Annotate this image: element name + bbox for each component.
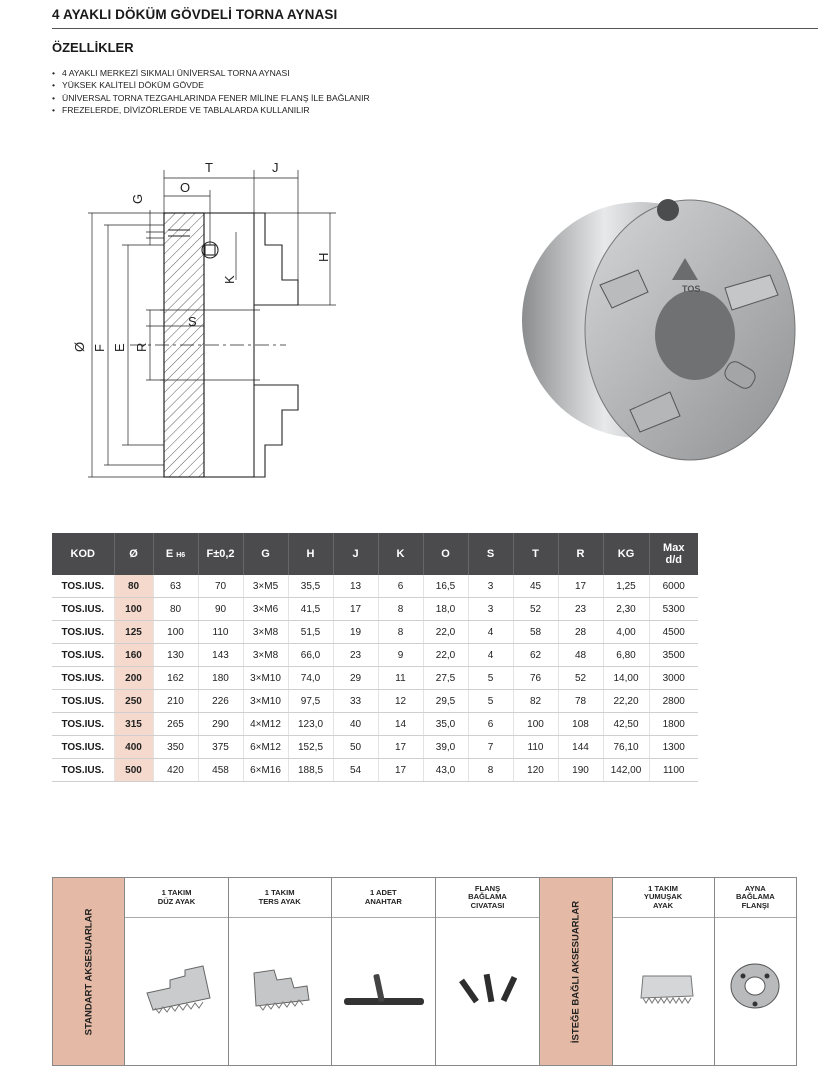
table-cell: 4 <box>468 621 513 644</box>
table-cell: 152,5 <box>288 736 333 759</box>
col-k: K <box>378 533 423 575</box>
table-cell: 108 <box>558 713 603 736</box>
table-cell: 7 <box>468 736 513 759</box>
table-cell: 210 <box>153 690 198 713</box>
table-cell: 2800 <box>649 690 698 713</box>
features-heading: ÖZELLİKLER <box>52 40 134 55</box>
label-s: S <box>188 314 197 329</box>
table-cell: 420 <box>153 759 198 782</box>
features-list <box>52 67 370 116</box>
table-cell: 23 <box>333 644 378 667</box>
table-cell: 110 <box>513 736 558 759</box>
table-cell: 66,0 <box>288 644 333 667</box>
table-row <box>52 598 698 621</box>
accessories-panel <box>52 877 797 1066</box>
col-j: J <box>333 533 378 575</box>
table-row <box>52 690 698 713</box>
accessory-mounting-flange: AYNA BAĞLAMA FLANŞI <box>715 878 796 1065</box>
cell-kod: TOS.IUS. <box>52 621 114 644</box>
table-cell: 58 <box>513 621 558 644</box>
label-o: O <box>180 180 191 195</box>
table-cell: 45 <box>513 575 558 598</box>
page-title: 4 AYAKLI DÖKÜM GÖVDELİ TORNA AYNASI <box>52 7 338 22</box>
table-cell: 6 <box>468 713 513 736</box>
table-cell: 3×M10 <box>243 690 288 713</box>
table-cell: 3×M6 <box>243 598 288 621</box>
table-cell: 162 <box>153 667 198 690</box>
table-cell: 4500 <box>649 621 698 644</box>
label-r: R <box>134 342 149 352</box>
table-cell: 5 <box>468 690 513 713</box>
col-r: R <box>558 533 603 575</box>
feature-item: • ÜNİVERSAL TORNA TEZGAHLARINDA FENER MİLİNE FLANŞ İLE BAĞLANIR <box>52 92 370 104</box>
table-cell: 8 <box>378 598 423 621</box>
cell-diameter: 80 <box>114 575 153 598</box>
table-cell: 27,5 <box>423 667 468 690</box>
table-cell: 8 <box>378 621 423 644</box>
table-row <box>52 575 698 598</box>
col-diameter: Ø <box>114 533 153 575</box>
table-cell: 458 <box>198 759 243 782</box>
table-cell: 265 <box>153 713 198 736</box>
table-cell: 13 <box>333 575 378 598</box>
cell-diameter: 100 <box>114 598 153 621</box>
table-cell: 5300 <box>649 598 698 621</box>
label-diameter: Ø <box>72 341 87 352</box>
col-f: F±0,2 <box>198 533 243 575</box>
accessory-straight-jaw: 1 TAKIM DÜZ AYAK <box>125 878 228 1065</box>
table-cell: 43,0 <box>423 759 468 782</box>
table-cell: 4 <box>468 644 513 667</box>
table-cell: 74,0 <box>288 667 333 690</box>
straight-jaw-icon <box>125 918 228 1064</box>
table-cell: 54 <box>333 759 378 782</box>
table-cell: 29 <box>333 667 378 690</box>
feature-item: • FREZELERDE, DİVİZÖRLERDE VE TABLALARDA KULLANILIR <box>52 104 370 116</box>
cell-kod: TOS.IUS. <box>52 736 114 759</box>
table-cell: 19 <box>333 621 378 644</box>
photo-logo: TOS <box>682 284 701 294</box>
table-cell: 14 <box>378 713 423 736</box>
label-f: F <box>92 344 107 352</box>
table-cell: 23 <box>558 598 603 621</box>
table-cell: 41,5 <box>288 598 333 621</box>
table-cell: 82 <box>513 690 558 713</box>
chuck-photo <box>520 180 810 465</box>
accessory-reverse-jaw: 1 TAKIM TERS AYAK <box>229 878 332 1065</box>
cell-diameter: 200 <box>114 667 153 690</box>
table-cell: 62 <box>513 644 558 667</box>
table-cell: 3500 <box>649 644 698 667</box>
optional-accessories-label: İSTEĞE BAĞLI AKSESUARLAR <box>540 878 612 1065</box>
col-e: E H6 <box>153 533 198 575</box>
table-cell: 6 <box>378 575 423 598</box>
label-h: H <box>316 252 331 262</box>
table-cell: 76 <box>513 667 558 690</box>
table-cell: 17 <box>378 736 423 759</box>
table-cell: 48 <box>558 644 603 667</box>
table-cell: 80 <box>153 598 198 621</box>
accessory-soft-jaw: 1 TAKIM YUMUŞAK AYAK <box>613 878 715 1065</box>
technical-drawing <box>60 150 360 490</box>
table-cell: 22,0 <box>423 644 468 667</box>
table-cell: 3×M5 <box>243 575 288 598</box>
table-cell: 1300 <box>649 736 698 759</box>
table-cell: 2,30 <box>603 598 649 621</box>
reverse-jaw-icon <box>229 918 332 1064</box>
cell-diameter: 125 <box>114 621 153 644</box>
table-cell: 14,00 <box>603 667 649 690</box>
table-cell: 4×M12 <box>243 713 288 736</box>
table-cell: 1800 <box>649 713 698 736</box>
specs-table <box>52 533 698 782</box>
table-cell: 63 <box>153 575 198 598</box>
table-cell: 350 <box>153 736 198 759</box>
table-cell: 6×M16 <box>243 759 288 782</box>
cell-kod: TOS.IUS. <box>52 713 114 736</box>
wrench-icon <box>332 918 436 1064</box>
table-cell: 50 <box>333 736 378 759</box>
title-divider <box>52 28 818 29</box>
soft-jaw-icon <box>613 918 715 1064</box>
table-cell: 226 <box>198 690 243 713</box>
table-cell: 29,5 <box>423 690 468 713</box>
table-cell: 3 <box>468 575 513 598</box>
table-cell: 142,00 <box>603 759 649 782</box>
table-header-row <box>52 533 698 575</box>
feature-item: • YÜKSEK KALİTELİ DÖKÜM GÖVDE <box>52 79 370 91</box>
table-cell: 110 <box>198 621 243 644</box>
table-cell: 17 <box>333 598 378 621</box>
table-cell: 130 <box>153 644 198 667</box>
col-s: S <box>468 533 513 575</box>
table-cell: 51,5 <box>288 621 333 644</box>
standard-accessories-label: STANDART AKSESUARLAR <box>53 878 125 1065</box>
table-cell: 97,5 <box>288 690 333 713</box>
table-cell: 35,5 <box>288 575 333 598</box>
table-cell: 144 <box>558 736 603 759</box>
accessory-flange-bolts: FLANŞ BAĞLAMA CIVATASI <box>436 878 540 1065</box>
cell-kod: TOS.IUS. <box>52 598 114 621</box>
table-cell: 39,0 <box>423 736 468 759</box>
col-max-rpm: Max d/d <box>649 533 698 575</box>
table-row <box>52 736 698 759</box>
table-cell: 120 <box>513 759 558 782</box>
col-kg: KG <box>603 533 649 575</box>
label-j: J <box>272 160 279 175</box>
table-cell: 375 <box>198 736 243 759</box>
table-cell: 70 <box>198 575 243 598</box>
table-row <box>52 713 698 736</box>
table-cell: 18,0 <box>423 598 468 621</box>
table-cell: 28 <box>558 621 603 644</box>
cell-diameter: 160 <box>114 644 153 667</box>
feature-item: • 4 AYAKLI MERKEZİ SIKMALI ÜNİVERSAL TORNA AYNASI <box>52 67 370 79</box>
table-cell: 190 <box>558 759 603 782</box>
bolts-icon <box>436 918 540 1064</box>
table-cell: 17 <box>558 575 603 598</box>
label-k: K <box>222 275 237 284</box>
col-kod: KOD <box>52 533 114 575</box>
table-row <box>52 644 698 667</box>
table-cell: 6,80 <box>603 644 649 667</box>
table-cell: 12 <box>378 690 423 713</box>
table-cell: 180 <box>198 667 243 690</box>
cell-diameter: 315 <box>114 713 153 736</box>
flange-icon <box>715 918 797 1064</box>
col-h: H <box>288 533 333 575</box>
col-t: T <box>513 533 558 575</box>
table-cell: 1100 <box>649 759 698 782</box>
cell-kod: TOS.IUS. <box>52 644 114 667</box>
cell-diameter: 400 <box>114 736 153 759</box>
table-cell: 123,0 <box>288 713 333 736</box>
table-cell: 8 <box>468 759 513 782</box>
table-cell: 3×M8 <box>243 644 288 667</box>
table-cell: 6×M12 <box>243 736 288 759</box>
col-g: G <box>243 533 288 575</box>
table-cell: 52 <box>558 667 603 690</box>
table-cell: 33 <box>333 690 378 713</box>
table-cell: 16,5 <box>423 575 468 598</box>
table-cell: 6000 <box>649 575 698 598</box>
table-cell: 42,50 <box>603 713 649 736</box>
cell-kod: TOS.IUS. <box>52 759 114 782</box>
table-cell: 100 <box>153 621 198 644</box>
cell-kod: TOS.IUS. <box>52 690 114 713</box>
accessory-wrench: 1 ADET ANAHTAR <box>332 878 436 1065</box>
table-cell: 76,10 <box>603 736 649 759</box>
table-cell: 3×M10 <box>243 667 288 690</box>
table-row <box>52 621 698 644</box>
table-cell: 1,25 <box>603 575 649 598</box>
table-row <box>52 667 698 690</box>
table-cell: 100 <box>513 713 558 736</box>
table-cell: 5 <box>468 667 513 690</box>
table-cell: 11 <box>378 667 423 690</box>
table-cell: 9 <box>378 644 423 667</box>
table-cell: 3 <box>468 598 513 621</box>
table-cell: 143 <box>198 644 243 667</box>
table-cell: 188,5 <box>288 759 333 782</box>
table-row <box>52 759 698 782</box>
table-cell: 35,0 <box>423 713 468 736</box>
cell-kod: TOS.IUS. <box>52 575 114 598</box>
label-t: T <box>205 160 213 175</box>
cell-diameter: 250 <box>114 690 153 713</box>
table-cell: 3×M8 <box>243 621 288 644</box>
table-cell: 52 <box>513 598 558 621</box>
col-o: O <box>423 533 468 575</box>
label-e: E <box>112 343 127 352</box>
table-cell: 40 <box>333 713 378 736</box>
table-cell: 3000 <box>649 667 698 690</box>
table-cell: 78 <box>558 690 603 713</box>
label-g: G <box>130 193 145 204</box>
table-cell: 17 <box>378 759 423 782</box>
table-cell: 290 <box>198 713 243 736</box>
table-cell: 4,00 <box>603 621 649 644</box>
table-cell: 90 <box>198 598 243 621</box>
table-cell: 22,20 <box>603 690 649 713</box>
cell-kod: TOS.IUS. <box>52 667 114 690</box>
cell-diameter: 500 <box>114 759 153 782</box>
table-cell: 22,0 <box>423 621 468 644</box>
